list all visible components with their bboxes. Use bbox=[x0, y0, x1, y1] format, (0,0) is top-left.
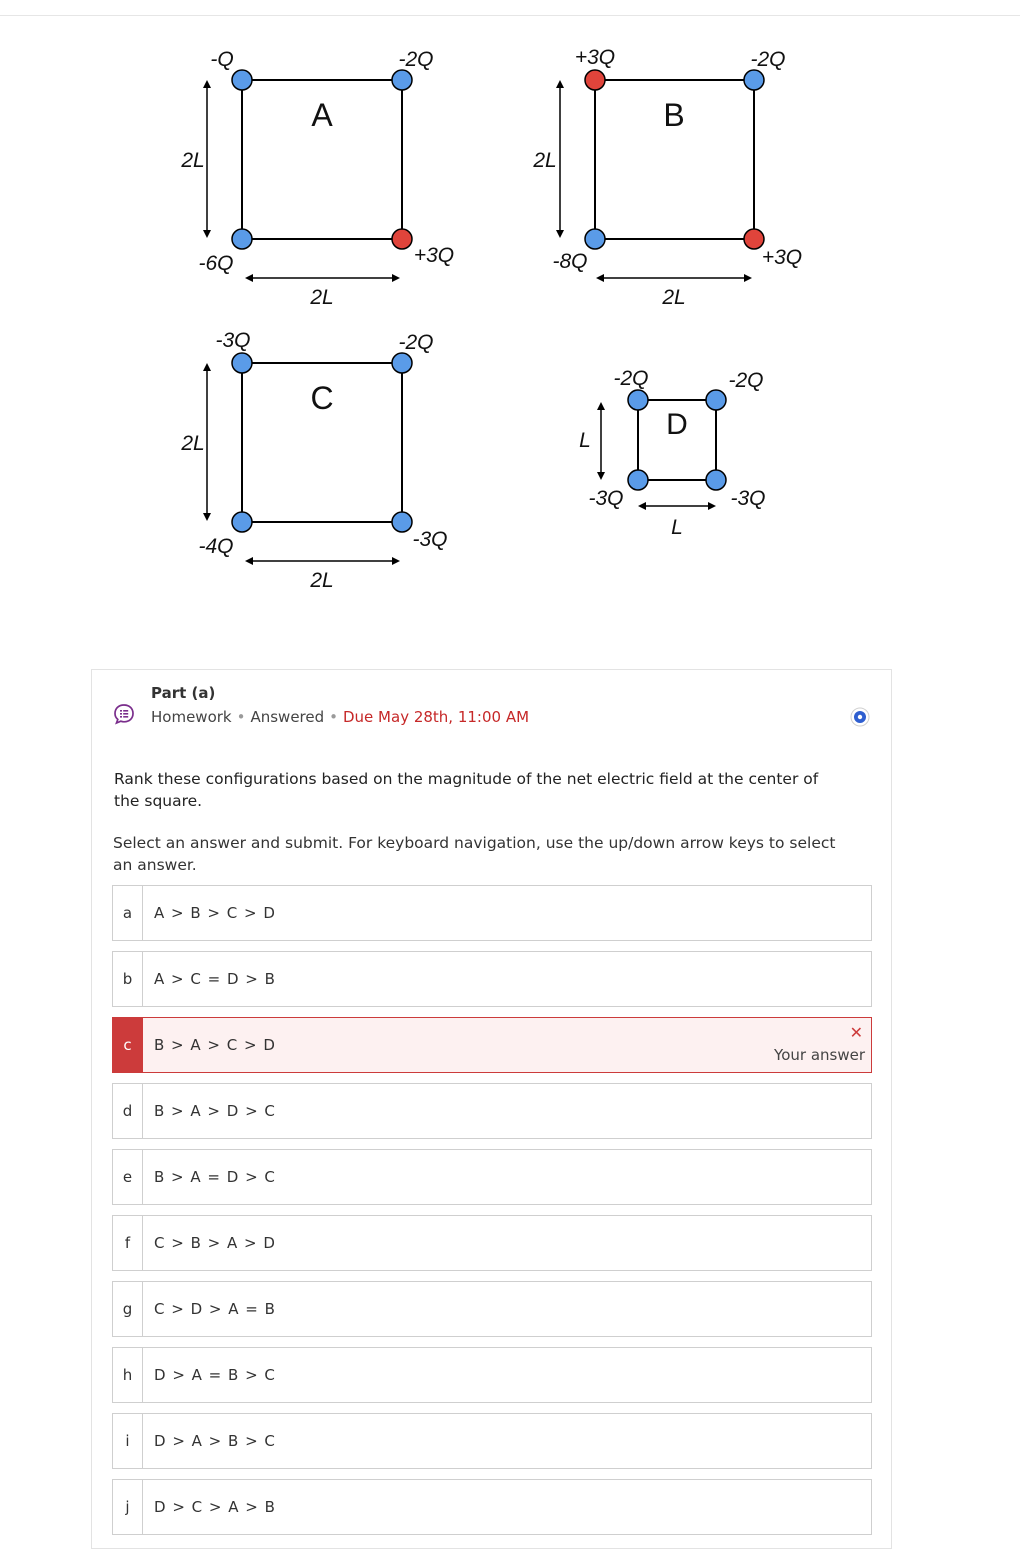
answer-option-g[interactable] bbox=[112, 1281, 872, 1337]
option-letter: j bbox=[113, 1480, 143, 1534]
charge-c-tl-label: -3Q bbox=[215, 329, 251, 352]
charge-c-tr bbox=[392, 353, 412, 373]
charge-d-tr bbox=[706, 390, 726, 410]
charge-c-br bbox=[392, 512, 412, 532]
square-b bbox=[532, 46, 802, 309]
option-letter: e bbox=[113, 1150, 143, 1204]
charge-b-tr-label: -2Q bbox=[750, 48, 786, 71]
charge-a-tl bbox=[232, 70, 252, 90]
answer-option-e[interactable] bbox=[112, 1149, 872, 1205]
option-text: D > C > A > B bbox=[154, 1498, 276, 1516]
charge-a-tl-label: -Q bbox=[210, 48, 234, 71]
charge-b-br-label: +3Q bbox=[761, 246, 803, 269]
option-letter: g bbox=[113, 1282, 143, 1336]
answer-option-h[interactable] bbox=[112, 1347, 872, 1403]
charge-b-bl bbox=[585, 229, 605, 249]
charge-b-tr bbox=[744, 70, 764, 90]
option-letter: d bbox=[113, 1084, 143, 1138]
charge-c-br-label: -3Q bbox=[412, 528, 448, 551]
answer-option-a[interactable] bbox=[112, 885, 872, 941]
option-letter: f bbox=[113, 1216, 143, 1270]
square-c-side-label: 2L bbox=[310, 569, 334, 592]
charge-d-tl-label: -2Q bbox=[613, 367, 649, 390]
charge-d-bl-label: -3Q bbox=[588, 487, 624, 510]
charge-d-tr-label: -2Q bbox=[728, 369, 764, 392]
charge-c-tr-label: -2Q bbox=[398, 331, 434, 354]
your-answer-label: Your answer bbox=[774, 1046, 865, 1064]
option-text: D > A > B > C bbox=[154, 1432, 276, 1450]
square-c-height-label: 2L bbox=[181, 432, 205, 455]
answer-option-i[interactable] bbox=[112, 1413, 872, 1469]
charge-c-bl bbox=[232, 512, 252, 532]
question-text: Rank these configurations based on the magnitude of the net electric field at the center of the square. bbox=[114, 770, 819, 810]
square-d-side-label: L bbox=[671, 516, 683, 539]
square-a-height-label: 2L bbox=[181, 149, 205, 172]
square-a-side-label: 2L bbox=[310, 286, 334, 309]
charge-d-br-label: -3Q bbox=[730, 487, 766, 510]
charge-a-bl-label: -6Q bbox=[198, 252, 234, 275]
part-title: Part (a) bbox=[151, 684, 216, 702]
answer-option-c[interactable] bbox=[112, 1017, 872, 1073]
charge-a-br-label: +3Q bbox=[413, 244, 455, 267]
option-letter: i bbox=[113, 1414, 143, 1468]
option-letter: c bbox=[113, 1018, 143, 1072]
charge-b-tl bbox=[585, 70, 605, 90]
answer-option-b[interactable] bbox=[112, 951, 872, 1007]
option-text: B > A = D > C bbox=[154, 1168, 276, 1186]
square-c-name: C bbox=[310, 380, 334, 416]
option-text: C > D > A = B bbox=[154, 1300, 276, 1318]
option-text: B > A > C > D bbox=[154, 1036, 276, 1054]
option-text: A > C = D > B bbox=[154, 970, 276, 988]
charge-b-tl-label: +3Q bbox=[574, 46, 616, 69]
charge-b-bl-label: -8Q bbox=[552, 250, 588, 273]
question-bubble-icon bbox=[113, 703, 135, 725]
assignment-type: Homework bbox=[151, 708, 232, 726]
info-toggle-icon[interactable] bbox=[850, 707, 870, 727]
option-text: C > B > A > D bbox=[154, 1234, 276, 1252]
square-a bbox=[180, 48, 454, 309]
square-d-height-label: L bbox=[579, 429, 591, 452]
charge-a-tr bbox=[392, 70, 412, 90]
square-b-name: B bbox=[663, 97, 685, 133]
charge-c-tl bbox=[232, 353, 252, 373]
charge-a-tr-label: -2Q bbox=[398, 48, 434, 71]
answer-status: Answered bbox=[250, 708, 325, 726]
square-d bbox=[579, 367, 765, 539]
incorrect-x-icon: ✕ bbox=[849, 1023, 863, 1042]
charge-a-bl bbox=[232, 229, 252, 249]
charge-configuration-figure bbox=[0, 0, 1020, 640]
charge-c-bl-label: -4Q bbox=[198, 535, 234, 558]
answer-option-j[interactable] bbox=[112, 1479, 872, 1535]
option-text: A > B > C > D bbox=[154, 904, 276, 922]
charge-d-bl bbox=[628, 470, 648, 490]
square-a-name: A bbox=[311, 97, 333, 133]
part-meta: Homework • Answered • Due May 28th, 11:00 AM bbox=[151, 708, 530, 726]
charge-a-br bbox=[392, 229, 412, 249]
square-b-height-label: 2L bbox=[533, 149, 557, 172]
question-panel bbox=[91, 669, 892, 1549]
option-text: B > A > D > C bbox=[154, 1102, 276, 1120]
charge-d-br bbox=[706, 470, 726, 490]
square-b-side-label: 2L bbox=[662, 286, 686, 309]
instructions-text: Select an answer and submit. For keyboard navigation, use the up/down arrow keys to select an answer. bbox=[113, 834, 836, 874]
answer-options bbox=[112, 885, 872, 1545]
option-letter: b bbox=[113, 952, 143, 1006]
option-letter: h bbox=[113, 1348, 143, 1402]
square-c bbox=[180, 329, 447, 592]
charge-d-tl bbox=[628, 390, 648, 410]
square-d-name: D bbox=[666, 408, 688, 441]
option-text: D > A = B > C bbox=[154, 1366, 276, 1384]
due-date: Due May 28th, 11:00 AM bbox=[343, 708, 530, 726]
option-letter: a bbox=[113, 886, 143, 940]
answer-option-d[interactable] bbox=[112, 1083, 872, 1139]
answer-option-f[interactable] bbox=[112, 1215, 872, 1271]
